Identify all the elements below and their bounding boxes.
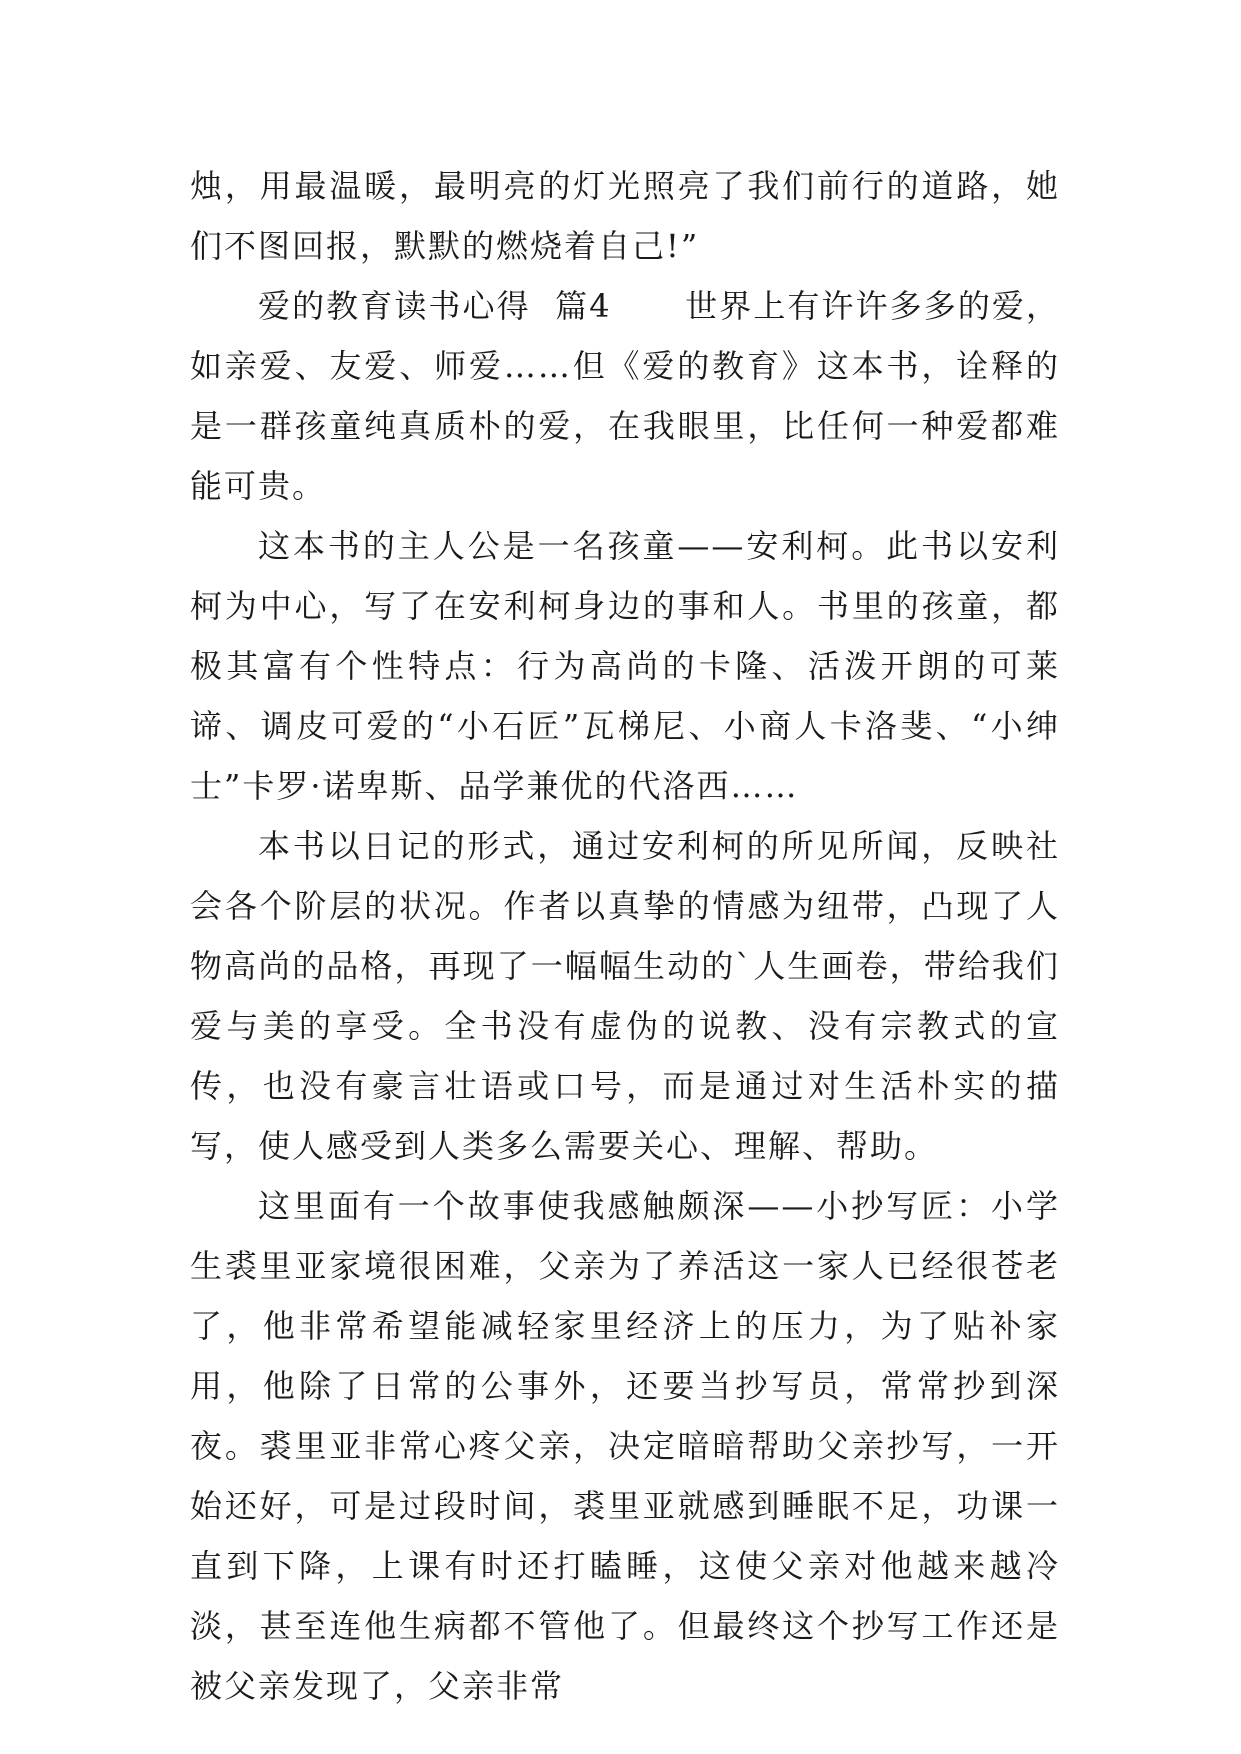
- paragraph-text: 这本书的主人公是一名孩童——安利柯。此书以安利柯为中心，写了在安利柯身边的事和人。书里的孩童，都极其富有个性特点：行为高尚的卡隆、活泼开朗的可莱谛、调皮可爱的“小石匠”瓦梯尼、小商人卡洛斐、“小绅士”卡罗·诺卑斯、品学兼优的代洛西……: [190, 527, 1060, 805]
- paragraph-diary-form: [190, 816, 1060, 1176]
- heading-gap: [612, 287, 686, 325]
- paragraph-section-4: [190, 276, 1060, 516]
- paragraph-protagonist: [190, 516, 1060, 816]
- paragraph-text: 世界上有许许多多的爱，如亲爱、友爱、师爱……但《爱的教育》这本书，诠释的是一群孩童纯真质朴的爱，在我眼里，比任何一种爱都难能可贵。: [190, 287, 1060, 505]
- paragraph-copyist-story: [190, 1176, 1060, 1716]
- body-text: [190, 156, 1060, 1716]
- paragraph-text: 这里面有一个故事使我感触颇深——小抄写匠：小学生裘里亚家境很困难，父亲为了养活这一家人已经很苍老了，他非常希望能减轻家里经济上的压力，为了贴补家用，他除了日常的公事外，还要当抄写员，常常抄到深夜。裘里亚非常心疼父亲，决定暗暗帮助父亲抄写，一开始还好，可是过段时间，裘里亚就感到睡眠不足，功课一直到下降，上课有时还打瞌睡，这使父亲对他越来越冷淡，甚至连他生病都不管他了。但最终这个抄写工作还是被父亲发现了，父亲非常: [190, 1187, 1060, 1705]
- paragraph-continued: [190, 156, 1060, 276]
- paragraph-text: 本书以日记的形式，通过安利柯的所见所闻，反映社会各个阶层的状况。作者以真挚的情感为纽带，凸现了人物高尚的品格，再现了一幅幅生动的`人生画卷，带给我们爱与美的享受。全书没有虚伪的说教、没有宗教式的宣传，也没有豪言壮语或口号，而是通过对生活朴实的描写，使人感受到人类多么需要关心、理解、帮助。: [190, 827, 1060, 1165]
- section-heading: 爱的教育读书心得 篇4: [258, 287, 612, 325]
- paragraph-text: 烛，用最温暖，最明亮的灯光照亮了我们前行的道路，她们不图回报，默默的燃烧着自己!”: [190, 167, 1060, 265]
